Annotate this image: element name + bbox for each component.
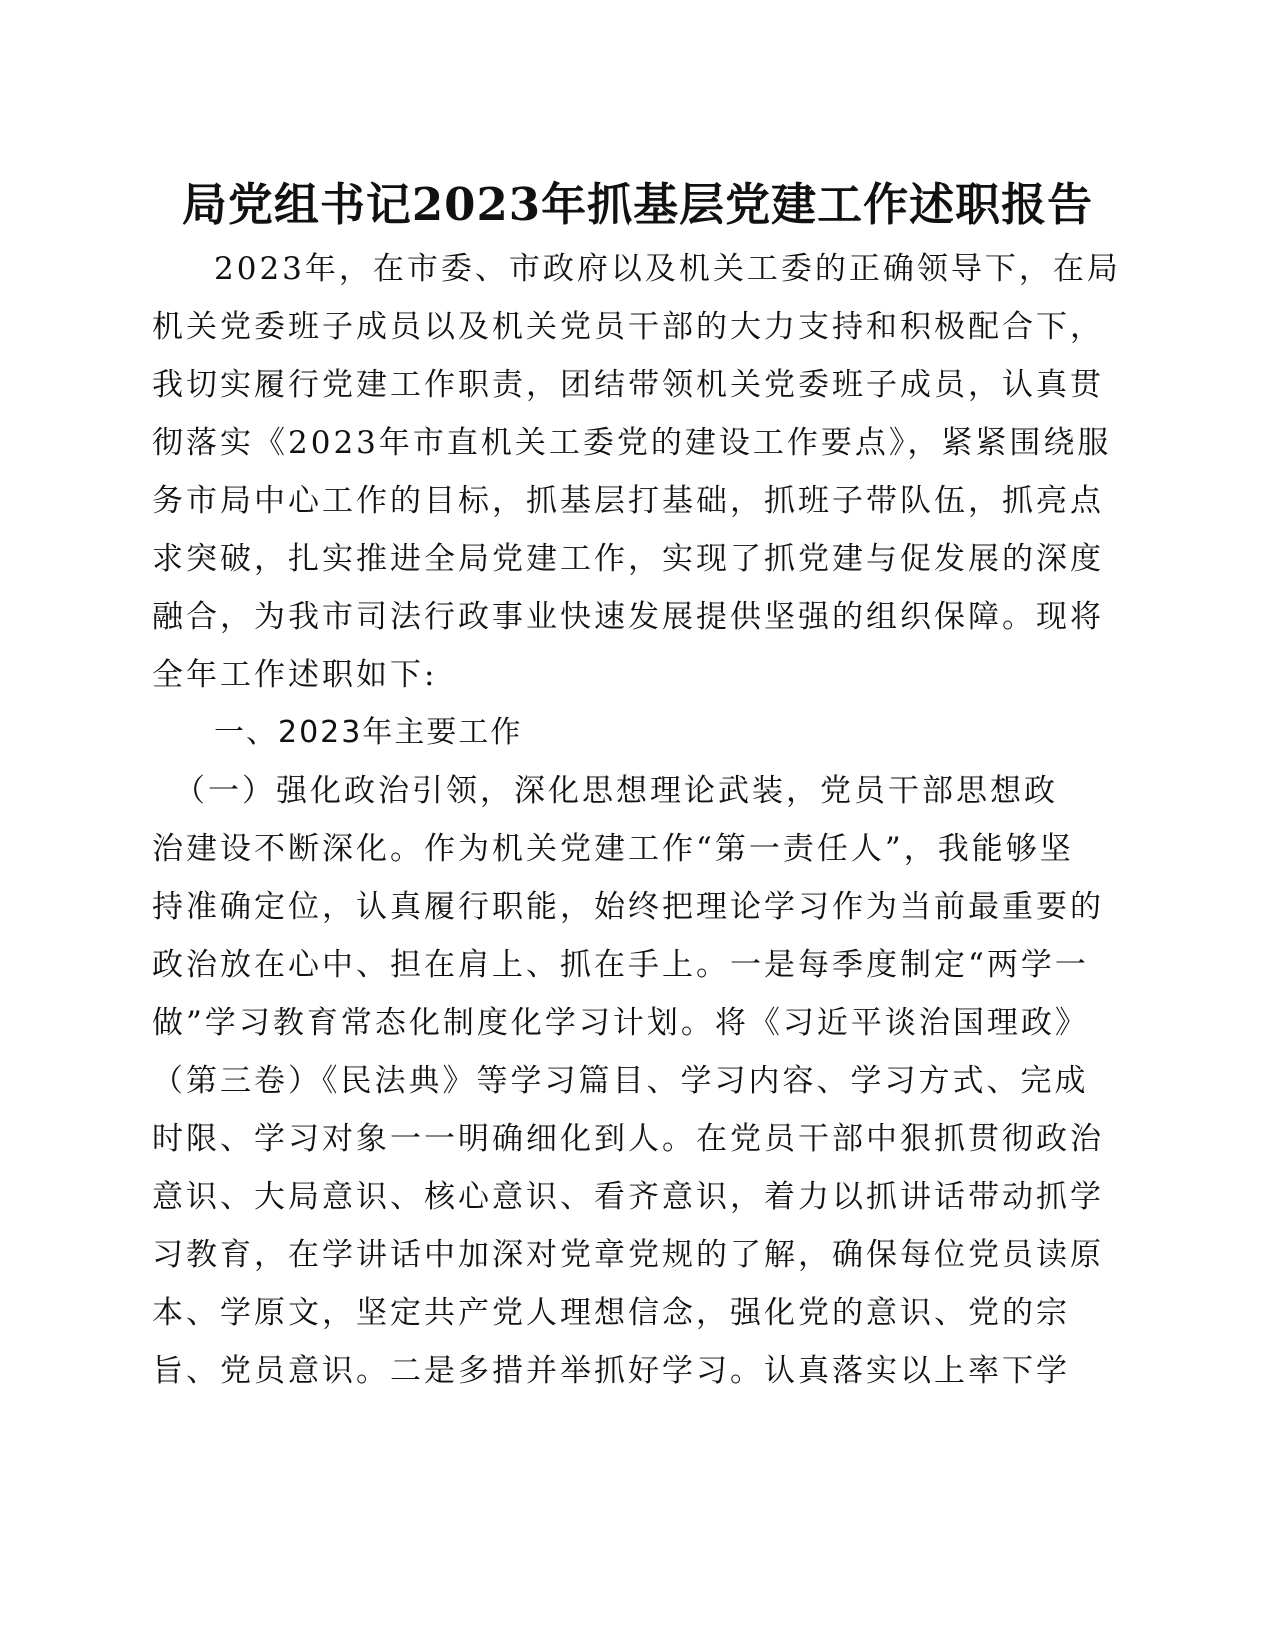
paragraph-line: 机关党委班子成员以及机关党员干部的大力支持和积极配合下， — [152, 309, 1104, 345]
paragraph-line: 做”学习教育常态化制度化学习计划。将《习近平谈治国理政》 — [152, 1005, 1089, 1041]
paragraph-line: 持准确定位，认真履行职能，始终把理论学习作为当前最重要的 — [152, 889, 1104, 925]
paragraph-line: 彻落实《2023年市直机关工委党的建设工作要点》，紧紧围绕服 — [152, 425, 1112, 461]
paragraph-line: 务市局中心工作的目标，抓基层打基础，抓班子带队伍，抓亮点 — [152, 483, 1104, 519]
paragraph-line: （一）强化政治引领，深化思想理论武装，党员干部思想政 — [174, 773, 1058, 809]
paragraph-line: 意识、大局意识、核心意识、看齐意识，着力以抓讲话带动抓学 — [152, 1179, 1104, 1215]
paragraph-line: 求突破，扎实推进全局党建工作，实现了抓党建与促发展的深度 — [152, 541, 1104, 577]
paragraph-line: 我切实履行党建工作职责，团结带领机关党委班子成员，认真贯 — [152, 367, 1104, 403]
paragraph-line: （第三卷）《民法典》等学习篇目、学习内容、学习方式、完成 — [152, 1063, 1089, 1099]
paragraph-line: 治建设不断深化。作为机关党建工作“第一责任人”，我能够坚 — [152, 831, 1074, 867]
paragraph-line: 融合，为我市司法行政事业快速发展提供坚强的组织保障。现将 — [152, 599, 1104, 635]
paragraph-line: 全年工作述职如下: — [152, 657, 438, 693]
paragraph-line: 时限、学习对象一一明确细化到人。在党员干部中狠抓贯彻政治 — [152, 1121, 1104, 1157]
paragraph-line: 2023年，在市委、市政府以及机关工委的正确领导下，在局 — [214, 251, 1121, 287]
document-body — [152, 240, 1121, 1400]
paragraph-line: 习教育，在学讲话中加深对党章党规的了解，确保每位党员读原 — [152, 1237, 1104, 1273]
paragraph-line: 旨、党员意识。二是多措并举抓好学习。认真落实以上率下学 — [152, 1353, 1070, 1389]
document-title: 局党组书记2023年抓基层党建工作述职报告 — [181, 178, 1094, 231]
section-heading: 一、2023年主要工作 — [214, 715, 523, 750]
paragraph-line: 政治放在心中、担在肩上、抓在手上。一是每季度制定“两学一 — [152, 947, 1089, 983]
paragraph-line: 本、学原文，坚定共产党人理想信念，强化党的意识、党的宗 — [152, 1295, 1070, 1331]
